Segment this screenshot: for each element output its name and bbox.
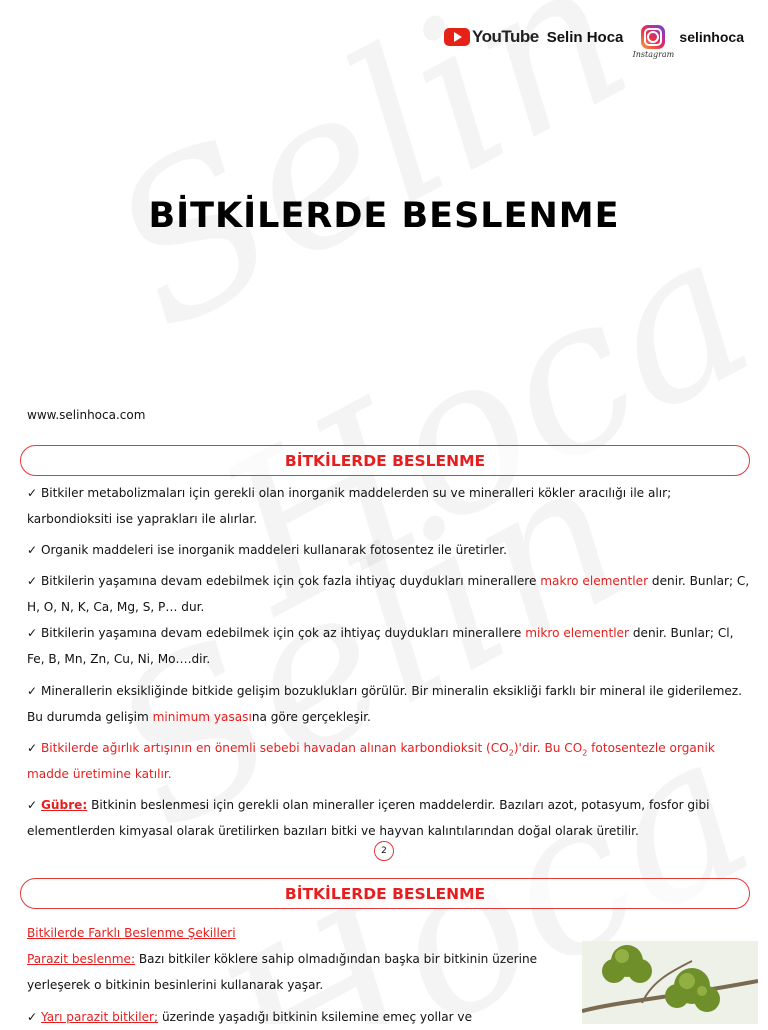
paragraph-text: Minerallerin eksikliğinde bitkide gelişim bozuklukları görülür. Bir mineralin eksikliği farklı bir mineral ile giderilemez. Bu durumda gelişim: [27, 684, 742, 724]
website-link[interactable]: www.selinhoca.com: [27, 408, 146, 422]
paragraph-text: Bitkinin beslenmesi için gerekli olan mineraller içeren maddelerdir. Bazıları azot, potasyum, fosfor gibi elementlerden kimyasal olarak üretilirken bazıları bitki ve hayvan kalıntılarından doğal olarak üretilir.: [27, 798, 710, 838]
page-number: 2: [374, 841, 394, 861]
paragraph-text: Bazı bitkiler köklere sahip olmadığından başka bir bitkinin üzerine yerleşerek o bitkinin besinlerini kullanarak yaşar.: [27, 952, 538, 992]
section-banner: BİTKİLERDE BESLENME: [20, 878, 750, 909]
paragraph-text: Bitkilerin yaşamına devam edebilmek için çok az ihtiyaç duydukları minerallere: [41, 626, 522, 640]
check-icon: ✓: [27, 684, 38, 698]
check-icon: ✓: [27, 1010, 38, 1024]
instagram-icon: [641, 25, 665, 49]
bullet-paragraph: [27, 620, 751, 672]
header: [444, 22, 744, 59]
highlight-term: minimum yasası: [152, 710, 252, 724]
term-label: Parazit beslenme:: [27, 952, 136, 966]
youtube-logo[interactable]: [444, 27, 539, 47]
instagram-logo[interactable]: [632, 25, 675, 59]
youtube-play-icon: [444, 28, 470, 46]
check-icon: ✓: [27, 486, 38, 500]
page-title: BİTKİLERDE BESLENME: [148, 196, 620, 236]
highlight-term: mikro elementler: [525, 626, 629, 640]
paragraph-text: Organik maddeleri ise inorganik maddeleri kullanarak fotosentez ile üretirler.: [41, 543, 507, 557]
paragraph-text: na göre gerçekleşir.: [251, 710, 371, 724]
section-content: [27, 920, 567, 1030]
check-icon: ✓: [27, 574, 38, 588]
paragraph-text: Bitkilerin yaşamına devam edebilmek için çok fazla ihtiyaç duydukları minerallere: [41, 574, 537, 588]
bullet-paragraph: [27, 792, 751, 844]
channel-name[interactable]: Selin Hoca: [546, 28, 624, 46]
check-icon: ✓: [27, 626, 38, 640]
paragraph-text: denir. Bunlar; C, H, O, N, K, Ca, Mg, S, P… dur.: [27, 574, 750, 614]
subscript: 2: [508, 748, 514, 758]
bullet-paragraph: [27, 678, 751, 730]
mistletoe-illustration: [582, 941, 758, 1024]
subscript: 2: [582, 748, 588, 758]
instagram-handle[interactable]: selinhoca: [679, 29, 744, 45]
bullet-paragraph: [27, 1004, 567, 1030]
paragraph-text: üzerinde yaşadığı bitkinin ksilemine emeç yollar ve: [161, 1010, 473, 1024]
check-icon: ✓: [27, 741, 38, 755]
watermark-text: [74, 0, 664, 377]
section-subtitle: Bitkilerde Farklı Beslenme Şekilleri: [27, 926, 236, 940]
check-icon: ✓: [27, 543, 38, 557]
highlight-term: makro elementler: [540, 574, 649, 588]
section-banner: BİTKİLERDE BESLENME: [20, 445, 750, 476]
paragraph-text: denir. Bunlar; Cl, Fe, B, Mn, Zn, Cu, Ni, Mo….dir.: [27, 626, 734, 666]
bullet-paragraph: [27, 537, 751, 563]
term-label: Yarı parazit bitkiler;: [41, 1010, 159, 1024]
youtube-wordmark: YouTube: [472, 27, 539, 46]
plant-photo: [582, 941, 758, 1024]
paragraph-text: Bitkiler metabolizmaları için gerekli olan inorganik maddelerden su ve mineralleri kökler aracılığı ile alır; karbondioksiti ise yaprakları ile alırlar.: [27, 486, 672, 526]
instagram-caption: Instagram: [632, 50, 675, 59]
paragraph-text: Bitkilerde ağırlık artışının en önemli sebebi havadan alınan karbondioksit (CO: [41, 741, 509, 755]
bullet-paragraph: [27, 480, 751, 532]
paragraph-text: )'dir. Bu CO: [513, 741, 583, 755]
bullet-paragraph: [27, 735, 751, 787]
section-content: [27, 480, 751, 844]
bullet-paragraph: [27, 568, 751, 620]
paragraph-text: fotosentezle organik madde üretimine katılır.: [27, 741, 715, 781]
check-icon: ✓: [27, 798, 38, 812]
paragraph: [27, 946, 567, 998]
term-label: Gübre:: [41, 798, 88, 812]
